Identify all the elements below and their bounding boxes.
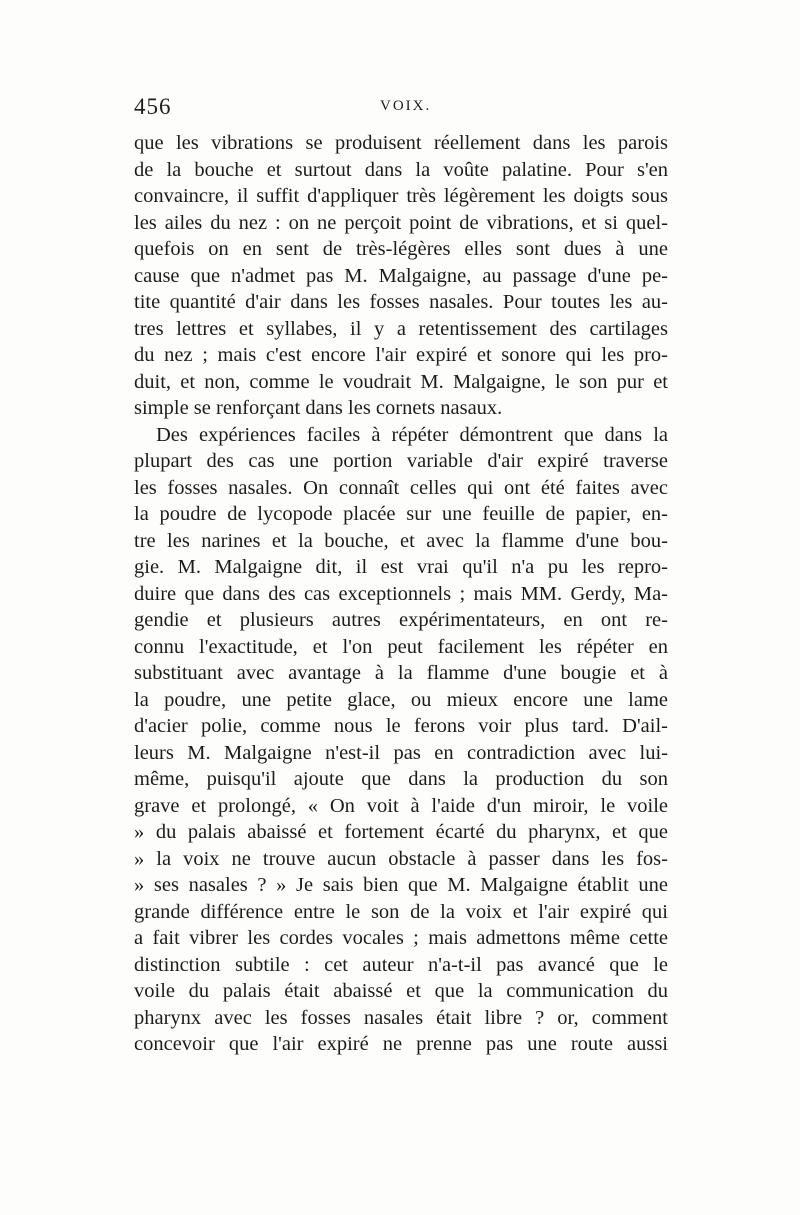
paragraph-end-line: simple se renforçant dans les cornets nasaux. (134, 397, 503, 419)
text-line: gie. M. Malgaigne dit, il est vrai qu'il n'a pu les repro- (134, 556, 668, 578)
text-line: grave et prolongé, « On voit à l'aide d'un miroir, le voile (134, 794, 668, 817)
text-line: convaincre, il suffit d'appliquer très légèrement les doigts sous (134, 185, 668, 207)
running-head (134, 94, 668, 124)
text-line: d'acier polie, comme nous le ferons voir plus tard. D'ail- (134, 715, 668, 737)
text-line: duit, et non, comme le voudrait M. Malgaigne, le son pur et (134, 370, 668, 393)
text-line: » la voix ne trouve aucun obstacle à passer dans les fos- (134, 847, 668, 870)
running-title: VOIX. (380, 98, 432, 114)
text-line: voile du palais était abaissé et que la communication du (134, 980, 668, 1002)
text-line: les fosses nasales. On connaît celles qui ont été faites avec (134, 476, 668, 499)
text-line: quefois on en sent de très-légères elles sont dues à une (134, 238, 668, 260)
text-line: du nez ; mais c'est encore l'air expiré et sonore qui les pro- (134, 344, 668, 366)
text-line: connu l'exactitude, et l'on peut facilement les répéter en (134, 635, 668, 658)
text-line: » du palais abaissé et fortement écarté du pharynx, et que (134, 821, 668, 843)
page-number: 456 (134, 94, 172, 119)
text-line: a fait vibrer les cordes vocales ; mais admettons même cette (134, 927, 668, 949)
text-line: la poudre, une petite glace, ou mieux encore une lame (134, 688, 668, 711)
text-line: la poudre de lycopode placée sur une feuille de papier, en- (134, 503, 668, 525)
text-line: pharynx avec les fosses nasales était libre ? or, comment (134, 1006, 668, 1029)
text-line: substituant avec avantage à la flamme d'une bougie et à (134, 662, 668, 684)
text-line: les ailes du nez : on ne perçoit point de vibrations, et si quel- (134, 211, 668, 234)
text-line: concevoir que l'air expiré ne prenne pas une route aussi (134, 1033, 668, 1055)
text-line: duire que dans des cas exceptionnels ; mais MM. Gerdy, Ma- (134, 582, 668, 605)
text-line: de la bouche et surtout dans la voûte palatine. Pour s'en (134, 158, 668, 181)
text-line: gendie et plusieurs autres expérimentateurs, en ont re- (134, 609, 668, 631)
text-line: tres lettres et syllabes, il y a retentissement des cartilages (134, 317, 668, 340)
text-line: leurs M. Malgaigne n'est-il pas en contradiction avec lui- (134, 741, 668, 764)
text-line: » ses nasales ? » Je sais bien que M. Malgaigne établit une (134, 874, 668, 896)
text-line: tre les narines et la bouche, et avec la flamme d'une bou- (134, 529, 668, 552)
text-line: plupart des cas une portion variable d'air expiré traverse (134, 450, 668, 472)
text-line: que les vibrations se produisent réellement dans les parois (134, 132, 668, 154)
body-text (134, 130, 668, 1058)
text-line: tite quantité d'air dans les fosses nasales. Pour toutes les au- (134, 291, 668, 313)
text-line: grande différence entre le son de la voix et l'air expiré qui (134, 900, 668, 923)
text-line: distinction subtile : cet auteur n'a-t-il pas avancé que le (134, 953, 668, 976)
text-line: même, puisqu'il ajoute que dans la production du son (134, 768, 668, 790)
paragraph-start-line: Des expériences faciles à répéter démontrent que dans la (156, 423, 668, 446)
text-line: cause que n'admet pas M. Malgaigne, au passage d'une pe- (134, 264, 668, 287)
